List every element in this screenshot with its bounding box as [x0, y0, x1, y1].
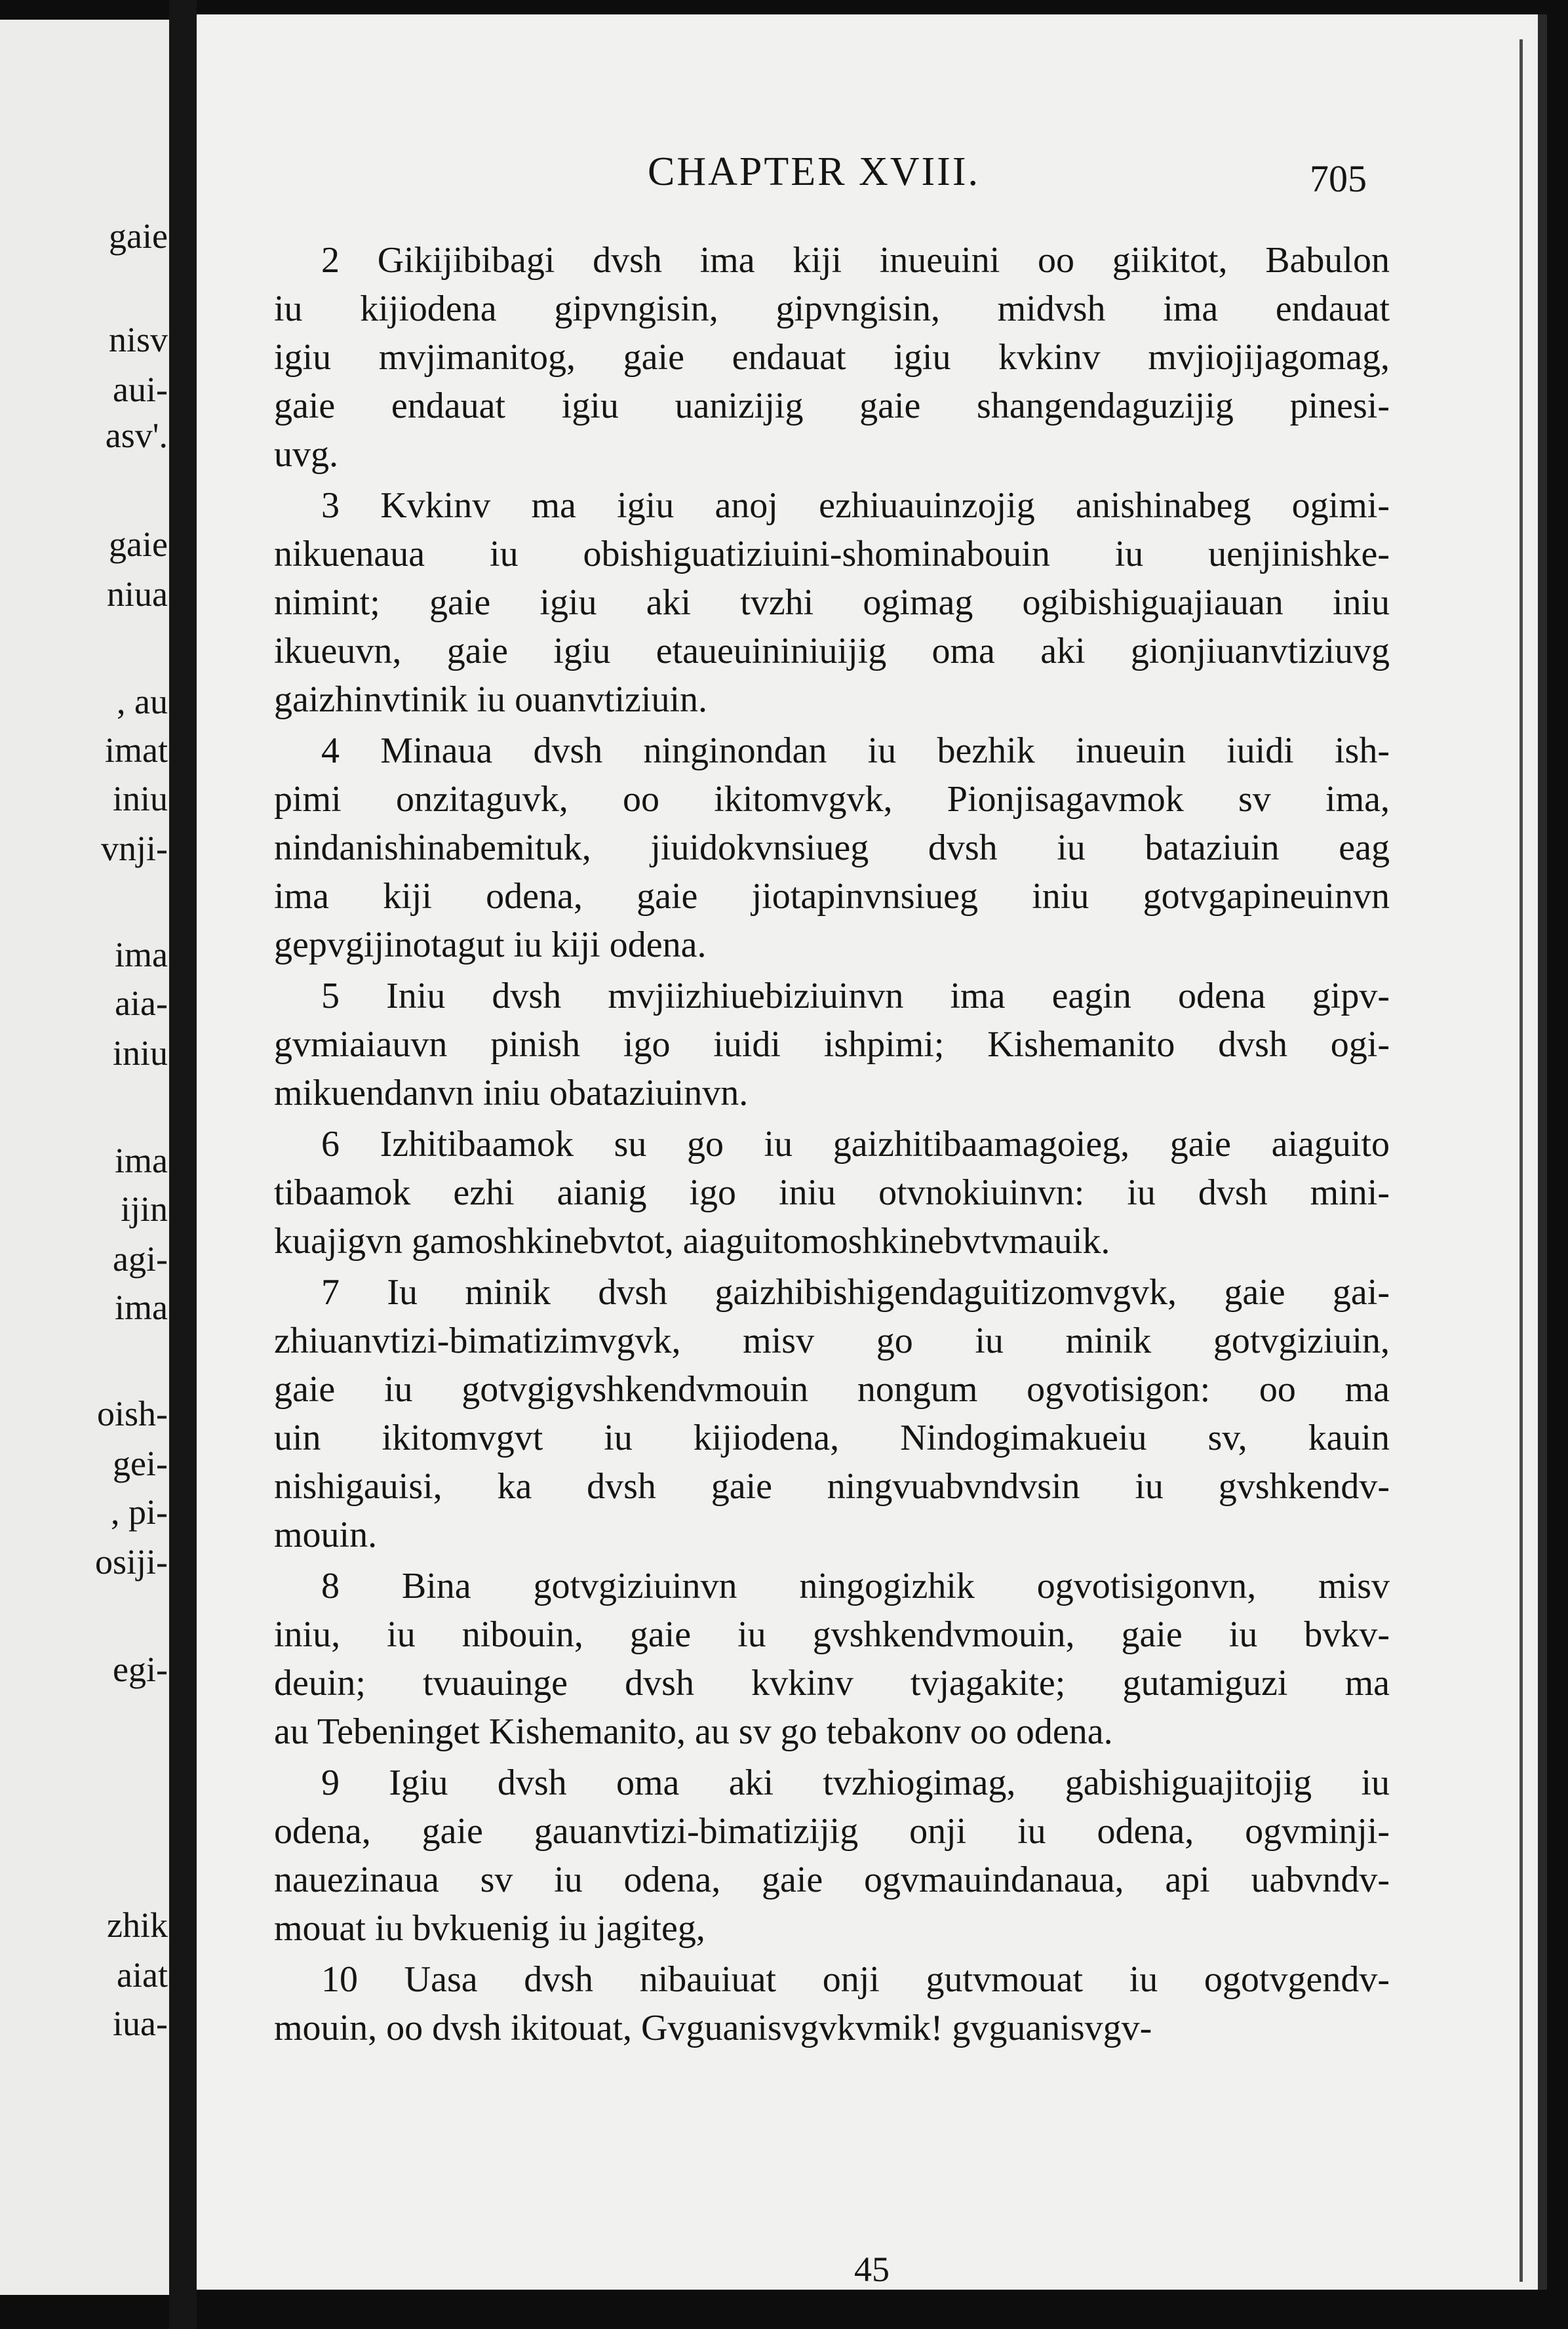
left-page-text-fragment: , au: [117, 682, 168, 721]
verse-line: mouat iu bvkuenig iu jagiteg,: [274, 1908, 705, 1949]
verse-line: 3 Kvkinv ma igiu anoj ezhiuauinzojig anishinabeg ogimi-: [321, 485, 1390, 526]
verse-line: 6 Izhitibaamok su go iu gaizhitibaamagoieg, gaie aiaguito: [321, 1124, 1390, 1164]
left-page-text-fragment: osiji-: [94, 1542, 168, 1582]
verse-line: odena, gaie gauanvtizi-bimatizijig onji iu odena, ogvminji-: [274, 1811, 1390, 1852]
left-page-text-fragment: aui-: [113, 370, 168, 409]
verse-line: 10 Uasa dvsh nibauiuat onji gutvmouat iu ogotvgendv-: [321, 1959, 1390, 2000]
verse-3: [274, 481, 1390, 724]
verse-7: [274, 1268, 1390, 1559]
verse-line: gepvgijinotagut iu kiji odena.: [274, 925, 707, 965]
left-page-text-fragment: iniu: [112, 1033, 168, 1073]
left-page-text-fragment: iua-: [113, 2004, 168, 2043]
verse-line: pimi onzitaguvk, oo ikitomvgvk, Pionjisagavmok sv ima,: [274, 779, 1390, 820]
verse-line: gaie endauat igiu uanizijig gaie shangendaguzijig pinesi-: [274, 386, 1390, 426]
verse-line: kuajigvn gamoshkinebvtot, aiaguitomoshkinebvtvmauik.: [274, 1221, 1110, 1262]
verse-line: deuin; tvuauinge dvsh kvkinv tvjagakite; gutamiguzi ma: [274, 1663, 1390, 1703]
verse-line: 4 Minaua dvsh ninginondan iu bezhik inueuin iuidi ish-: [321, 730, 1390, 771]
left-page-text-fragment: gei-: [113, 1444, 168, 1483]
left-page-text-fragment: niua: [107, 574, 168, 614]
verse-line: uin ikitomvgvt iu kijiodena, Nindogimakueiu sv, kauin: [274, 1418, 1390, 1458]
verse-line: gaie iu gotvgigvshkendvmouin nongum ogvotisigon: oo ma: [274, 1369, 1390, 1410]
verse-line: 9 Igiu dvsh oma aki tvzhiogimag, gabishiguajitojig iu: [321, 1762, 1390, 1803]
left-page-text-fragment: vnji-: [101, 829, 168, 868]
previous-page-edge: [0, 20, 176, 2295]
book-page: [197, 14, 1547, 2290]
left-page-text-fragment: oish-: [97, 1394, 168, 1433]
left-page-text-fragment: iniu: [112, 779, 168, 818]
verse-line: nikuenaua iu obishiguatiziuini-shominabouin iu uenjinishke-: [274, 534, 1390, 574]
verse-line: zhiuanvtizi-bimatizimvgvk, misv go iu minik gotvgiziuin,: [274, 1321, 1390, 1361]
verse-line: gvmiaiauvn pinish igo iuidi ishpimi; Kishemanito dvsh ogi-: [274, 1024, 1390, 1065]
verse-10: [274, 1955, 1390, 2052]
verse-line: gaizhinvtinik iu ouanvtiziuin.: [274, 679, 708, 720]
verse-6: [274, 1120, 1390, 1265]
left-page-text-fragment: nisv: [108, 320, 168, 359]
scripture-text-block: [274, 236, 1390, 2055]
verse-line: iniu, iu nibouin, gaie iu gvshkendvmouin, gaie iu bvkv-: [274, 1614, 1390, 1655]
page-number: 705: [1310, 157, 1367, 200]
verse-line: nishigauisi, ka dvsh gaie ningvuabvndvsin iu gvshkendv-: [274, 1466, 1390, 1507]
verse-9: [274, 1759, 1390, 1953]
verse-line: nindanishinabemituk, jiuidokvnsiueg dvsh iu bataziuin eag: [274, 827, 1390, 868]
left-page-text-fragment: ima: [115, 1141, 168, 1180]
page-edge-rule: [1519, 39, 1523, 2282]
left-page-text-fragment: egi-: [113, 1650, 168, 1689]
verse-5: [274, 972, 1390, 1117]
verse-line: 7 Iu minik dvsh gaizhibishigendaguitizomvgvk, gaie gai-: [321, 1272, 1390, 1313]
verse-line: mikuendanvn iniu obataziuinvn.: [274, 1073, 749, 1113]
left-page-text-fragment: aia-: [115, 984, 168, 1023]
left-page-text-fragment: ima: [115, 1288, 168, 1327]
left-page-text-fragment: gaie: [109, 525, 168, 564]
verse-line: nauezinaua sv iu odena, gaie ogvmauindanaua, api uabvndv-: [274, 1860, 1390, 1900]
left-page-text-fragment: , pi-: [111, 1492, 168, 1532]
left-page-text-fragment: ijin: [120, 1189, 168, 1229]
verse-line: ima kiji odena, gaie jiotapinvnsiueg iniu gotvgapineuinvn: [274, 876, 1390, 917]
verse-line: iu kijiodena gipvngisin, gipvngisin, midvsh ima endauat: [274, 289, 1390, 329]
verse-2: [274, 236, 1390, 479]
verse-line: mouin.: [274, 1515, 378, 1555]
book-gutter: [169, 0, 197, 2329]
verse-line: uvg.: [274, 434, 338, 475]
verse-line: au Tebeninget Kishemanito, au sv go tebakonv oo odena.: [274, 1711, 1113, 1752]
left-page-text-fragment: imat: [105, 730, 168, 770]
verse-4: [274, 727, 1390, 969]
left-page-text-fragment: zhik: [107, 1905, 168, 1945]
verse-line: 5 Iniu dvsh mvjiizhiuebiziuinvn ima eagin odena gipv-: [321, 976, 1390, 1016]
verse-line: 8 Bina gotvgiziuinvn ningogizhik ogvotisigonvn, misv: [321, 1566, 1390, 1606]
verse-line: igiu mvjimanitog, gaie endauat igiu kvkinv mvjiojijagomag,: [274, 337, 1390, 378]
verse-8: [274, 1562, 1390, 1756]
left-page-text-fragment: asv'.: [105, 416, 168, 455]
left-page-text-fragment: gaie: [109, 216, 168, 256]
verse-line: 2 Gikijibibagi dvsh ima kiji inueuini oo giikitot, Babulon: [321, 240, 1390, 281]
verse-line: ikueuvn, gaie igiu etaueuininiuijig oma aki gionjiuanvtiziuvg: [274, 631, 1390, 671]
signature-mark: 45: [854, 2250, 890, 2289]
verse-line: tibaamok ezhi aianig igo iniu otvnokiuinvn: iu dvsh mini-: [274, 1172, 1390, 1213]
left-page-text-fragment: agi-: [113, 1239, 168, 1279]
left-page-text-fragment: ima: [115, 935, 168, 974]
verse-line: nimint; gaie igiu aki tvzhi ogimag ogibishiguajiauan iniu: [274, 582, 1390, 623]
chapter-title: CHAPTER XVIII.: [648, 149, 980, 194]
left-page-text-fragment: aiat: [117, 1955, 168, 1995]
verse-line: mouin, oo dvsh ikitouat, Gvguanisvgvkvmik! gvguanisvgv-: [274, 2008, 1152, 2048]
running-head: [197, 149, 1547, 201]
